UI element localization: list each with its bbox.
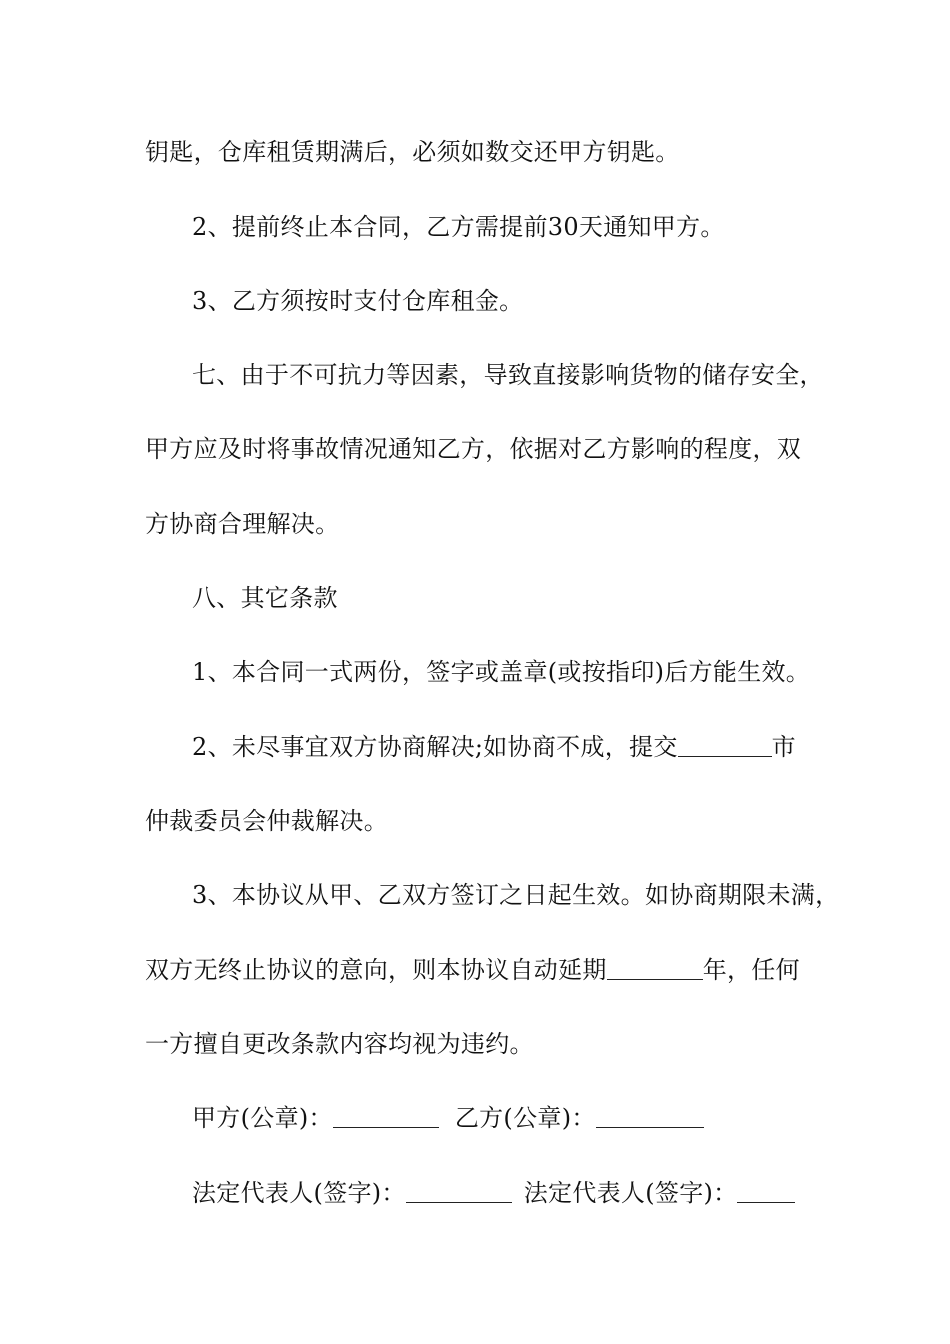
party-a-representative-label: 法定代表人(签字)： [192, 1179, 406, 1207]
text-line: 3、本协议从甲、乙双方签订之日起生效。如协商期限未满， [192, 881, 840, 909]
text-line: 3、乙方须按时支付仓库租金。 [192, 287, 524, 315]
party-a-representative-blank [406, 1180, 512, 1203]
years-blank [607, 957, 703, 980]
text-segment: 年，任何 [702, 956, 800, 984]
section-eight-heading: 八、其它条款 [192, 584, 338, 612]
text-line: 钥匙，仓库租赁期满后，必须如数交还甲方钥匙。 [145, 138, 680, 166]
party-a-seal-label: 甲方(公章)： [192, 1104, 333, 1132]
text-line: 一方擅自更改条款内容均视为违约。 [145, 1030, 534, 1058]
text-line: 仲裁委员会仲裁解决。 [145, 807, 388, 835]
text-line: 2、提前终止本合同，乙方需提前30天通知甲方。 [192, 213, 725, 241]
text-line: 方协商合理解决。 [145, 510, 340, 538]
text-line [145, 955, 835, 985]
text-segment: 市 [771, 733, 796, 761]
text-line: 1、本合同一式两份，签字或盖章(或按指印)后方能生效。 [192, 658, 811, 686]
party-seal-line [192, 1103, 835, 1133]
party-b-representative-label: 法定代表人(签字)： [523, 1179, 738, 1207]
party-b-seal-label: 乙方(公章)： [454, 1104, 596, 1132]
section-seven-heading: 七、由于不可抗力等因素，导致直接影响货物的储存安全， [192, 361, 824, 389]
party-b-seal-blank [596, 1105, 704, 1128]
representative-line [192, 1178, 835, 1208]
text-segment: 双方无终止协议的意向，则本协议自动延期 [145, 956, 607, 984]
city-blank [678, 734, 772, 757]
text-line: 甲方应及时将事故情况通知乙方，依据对乙方影响的程度，双 [145, 435, 802, 463]
text-segment: 2、未尽事宜双方协商解决;如协商不成，提交 [192, 733, 678, 761]
text-line [192, 732, 835, 762]
party-a-seal-blank [333, 1105, 439, 1128]
party-b-representative-blank [737, 1180, 795, 1203]
